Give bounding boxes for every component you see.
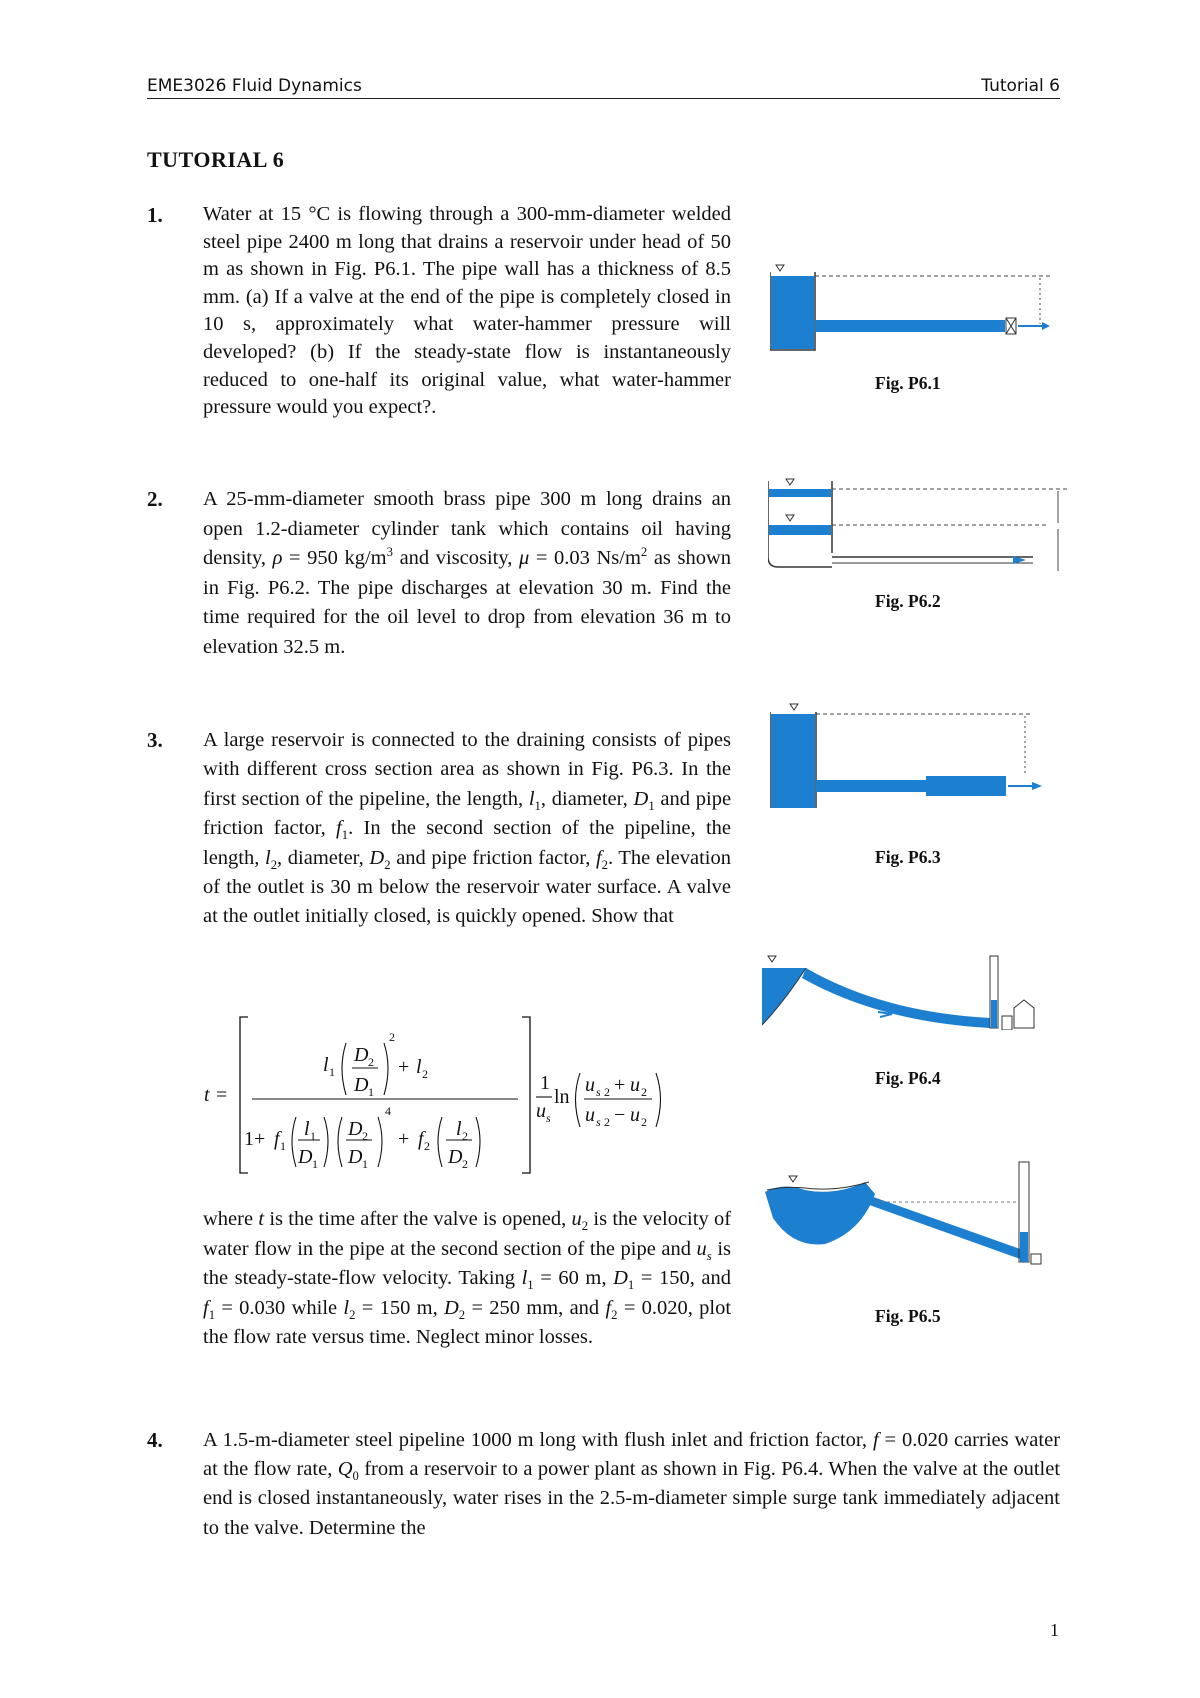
svg-text:1: 1 — [540, 1072, 550, 1094]
figure-p6-3 — [770, 700, 1070, 810]
svg-text:−: − — [614, 1104, 626, 1126]
svg-text:2: 2 — [604, 1085, 610, 1099]
svg-text:D: D — [354, 1044, 369, 1066]
question-1-text: Water at 15 °C is flowing through a 300-mm-diameter welded steel pipe 2400 m long that drains a reservoir under head of 50 m as shown in Fig. P6.1. The pipe wall has a thickness of 8.5 mm. (a) If a valve at the end of the pipe is completely closed in 10 s, approximately what water-hammer pressure will developed? (b) If the steady-state flow is instantaneously reduced to one-half its original value, what water-hammer pressure would you expect?. — [203, 203, 731, 419]
svg-text:1: 1 — [368, 1085, 374, 1099]
svg-text:u: u — [585, 1074, 595, 1096]
svg-text:l: l — [304, 1118, 310, 1140]
svg-text:l: l — [416, 1056, 422, 1078]
question-3-where-text: where t is the time after the valve is opened, $u_2$ is the velocity of water flow in the pipe at the second section of the pipe and $u_s$ is the steady-state-flow velocity. Taking $l_1 = 60$ m, $D_1 = 150$, and $f_1 = 0.030$ while $l_2 = 150$ m, $D_2 = 250$ mm, and $f_2 = 0.020$, plot the flow rate versus time. Neglect minor losses. — [203, 1208, 732, 1349]
svg-text:f: f — [418, 1128, 424, 1150]
svg-text:1: 1 — [329, 1065, 335, 1079]
page-number: 1 — [1050, 1620, 1059, 1640]
svg-text:ln: ln — [554, 1086, 570, 1108]
question-3-number: 3. — [147, 728, 163, 752]
svg-text:u: u — [536, 1100, 546, 1122]
svg-text:u: u — [630, 1104, 640, 1126]
header-course: EME3026 Fluid Dynamics — [147, 76, 362, 96]
svg-text:s: s — [596, 1085, 601, 1099]
svg-text:1: 1 — [362, 1157, 368, 1171]
figure-p6-3-caption: Fig. P6.3 — [875, 847, 941, 867]
svg-text:D: D — [298, 1146, 313, 1168]
svg-text:1: 1 — [280, 1139, 286, 1153]
svg-text:2: 2 — [462, 1157, 468, 1171]
question-2-number: 2. — [147, 487, 163, 511]
svg-text:D: D — [348, 1118, 363, 1140]
question-4-number: 4. — [147, 1428, 163, 1452]
page-title: TUTORIAL 6 — [147, 147, 285, 172]
question-3-text: A large reservoir is connected to the draining consists of pipes with different cross section area as shown in Fig. P6.3. In the first section of the pipeline, the length, $l_1$, diameter, $D_1$ and pipe friction factor, $f_1$. In the second section of the pipeline, the length, $l_2$, diameter, $D_2$ and pipe friction factor, $f_2$. The elevation of the outlet is 30 m below the reservoir water surface. A valve at the outlet initially closed, is quickly opened. Show that — [203, 729, 732, 928]
figure-p6-2-caption: Fig. P6.2 — [875, 591, 941, 611]
svg-text:2: 2 — [604, 1115, 610, 1129]
svg-text:1+: 1+ — [244, 1128, 266, 1150]
figure-p6-4-caption: Fig. P6.4 — [875, 1068, 941, 1088]
equation-time-formula — [200, 1013, 700, 1178]
figure-p6-2 — [768, 475, 1073, 575]
svg-text:+: + — [398, 1056, 410, 1078]
svg-text:D: D — [354, 1074, 369, 1096]
header-rule — [147, 98, 1060, 99]
svg-text:D: D — [348, 1146, 363, 1168]
svg-text:2: 2 — [424, 1139, 430, 1153]
svg-text:l: l — [323, 1054, 329, 1076]
question-4-text: A 1.5-m-diameter steel pipeline 1000 m long with flush inlet and friction factor, f = 0.020 carries water at the flow rate, $Q_0$ from a reservoir to a power plant as shown in Fig. P6.4. When the valve at the outlet end is closed instantaneously, water rises in the 2.5-m-diameter simple surge tank immediately adjacent to the valve. Determine the — [203, 1429, 1061, 1539]
figure-p6-1 — [770, 262, 1070, 357]
svg-text:2: 2 — [362, 1129, 368, 1143]
svg-text:2: 2 — [641, 1085, 647, 1099]
svg-text:u: u — [630, 1074, 640, 1096]
svg-text:l: l — [456, 1118, 462, 1140]
svg-text:D: D — [448, 1146, 463, 1168]
svg-text:s: s — [596, 1115, 601, 1129]
svg-text:+: + — [614, 1074, 626, 1096]
svg-text:4: 4 — [385, 1104, 391, 1118]
question-2-text: A 25-mm-diameter smooth brass pipe 300 m long drains an open 1.2-diameter cylinder tank which contains oil having density, ρ = 950 $kg/m^3$ and viscosity, μ = 0.03 $Ns/m^2$ as shown in Fig. P6.2. The pipe discharges at elevation 30 m. Find the time required for the oil level to drop from elevation 36 m to elevation 32.5 m. — [203, 488, 732, 658]
question-1-number: 1. — [147, 203, 163, 227]
svg-text:2: 2 — [422, 1067, 428, 1081]
figure-p6-4 — [762, 950, 1072, 1030]
figure-p6-5 — [765, 1152, 1065, 1282]
figure-p6-1-caption: Fig. P6.1 — [875, 373, 941, 393]
svg-text:2: 2 — [368, 1055, 374, 1069]
svg-text:+: + — [398, 1128, 410, 1150]
svg-text:1: 1 — [312, 1157, 318, 1171]
svg-text:f: f — [274, 1128, 280, 1150]
svg-text:2: 2 — [641, 1115, 647, 1129]
svg-text:2: 2 — [462, 1129, 468, 1143]
figure-p6-5-caption: Fig. P6.5 — [875, 1306, 941, 1326]
svg-text:u: u — [585, 1104, 595, 1126]
svg-text:t: t — [204, 1084, 210, 1106]
svg-text:2: 2 — [389, 1030, 395, 1044]
svg-text:1: 1 — [310, 1129, 316, 1143]
header-tutorial: Tutorial 6 — [981, 76, 1060, 96]
svg-text:s: s — [546, 1111, 551, 1125]
svg-text:=: = — [216, 1084, 228, 1106]
